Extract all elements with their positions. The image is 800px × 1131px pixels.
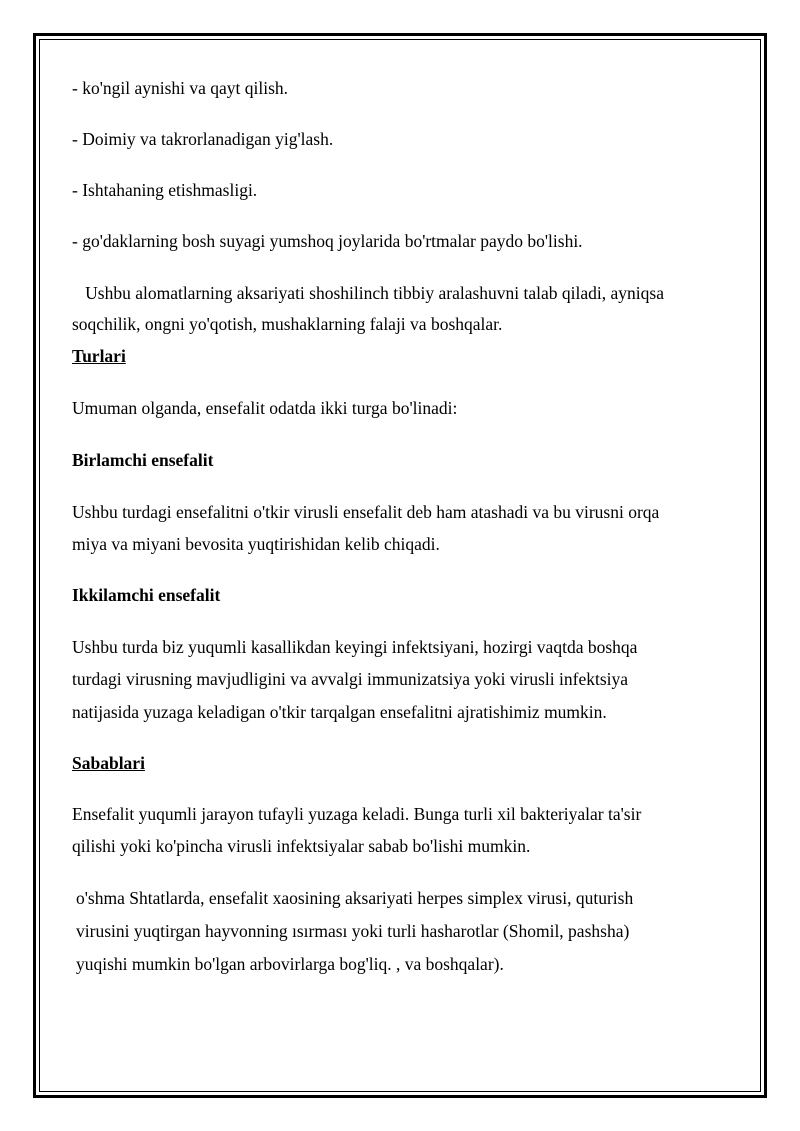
- paragraph-line: soqchilik, ongni yo'qotish, mushaklarning falaji va boshqalar.: [72, 314, 503, 334]
- subheading-primary: Birlamchi ensefalit: [72, 450, 214, 470]
- bullet-item: - ko'ngil aynishi va qayt qilish.: [72, 78, 289, 98]
- bullet-item: - go'daklarning bosh suyagi yumshoq joylarida bo'rtmalar paydo bo'lishi.: [72, 231, 583, 251]
- section-heading-turlari: Turlari: [72, 346, 126, 366]
- subheading-secondary: Ikkilamchi ensefalit: [72, 585, 221, 605]
- paragraph-line: virusini yuqtirgan hayvonning ısırması yoki turli hasharotlar (Shomil, pashsha): [76, 921, 630, 941]
- paragraph-line: Ensefalit yuqumli jarayon tufayli yuzaga keladi. Bunga turli xil bakteriyalar ta'sir: [72, 804, 642, 824]
- paragraph-line: Ushbu alomatlarning aksariyati shoshilinch tibbiy aralashuvni talab qiladi, ayniqsa: [72, 283, 664, 303]
- section-heading-sabablari: Sabablari: [72, 753, 145, 773]
- paragraph-line: qilishi yoki ko'pincha virusli infektsiyalar sabab bo'lishi mumkin.: [72, 836, 531, 856]
- bullet-item: - Doimiy va takrorlanadigan yig'lash.: [72, 129, 334, 149]
- paragraph-line: miya va miyani bevosita yuqtirishidan kelib chiqadi.: [72, 534, 440, 554]
- bullet-item: - Ishtahaning etishmasligi.: [72, 180, 258, 200]
- paragraph-line: o'shma Shtatlarda, ensefalit xaosining aksariyati herpes simplex virusi, quturish: [76, 888, 634, 908]
- paragraph-line: Umuman olganda, ensefalit odatda ikki turga bo'linadi:: [72, 398, 458, 418]
- paragraph-line: natijasida yuzaga keladigan o'tkir tarqalgan ensefalitni ajratishimiz mumkin.: [72, 702, 607, 722]
- paragraph-line: Ushbu turdagi ensefalitni o'tkir virusli ensefalit deb ham atashadi va bu virusni orqa: [72, 502, 660, 522]
- paragraph-line: turdagi virusning mavjudligini va avvalgi immunizatsiya yoki virusli infektsiya: [72, 669, 629, 689]
- paragraph-line: yuqishi mumkin bo'lgan arbovirlarga bog'liq. , va boshqalar).: [76, 954, 504, 974]
- paragraph-line: Ushbu turda biz yuqumli kasallikdan keyingi infektsiyani, hozirgi vaqtda boshqa: [72, 637, 638, 657]
